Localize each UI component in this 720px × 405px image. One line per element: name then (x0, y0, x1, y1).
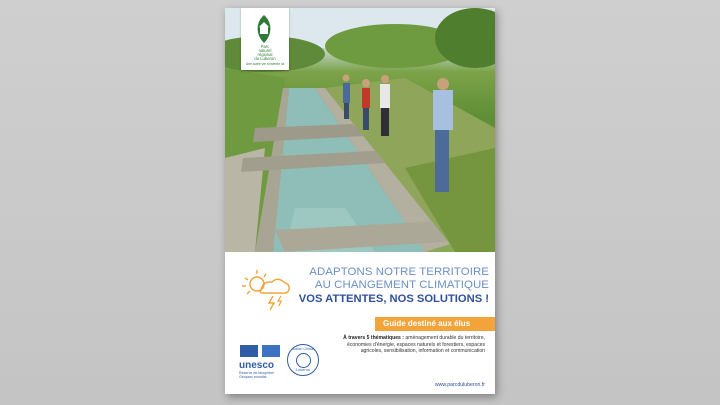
unesco-emblem-icon (239, 344, 259, 358)
parc-logo (241, 8, 289, 70)
cover-headline (285, 266, 489, 306)
logo-line4: du Luberon (254, 56, 276, 61)
badge-center-icon (296, 353, 311, 368)
badge-bottom-text: Luberon (296, 368, 310, 372)
headline-line3: VOS ATTENTES, NOS SOLUTIONS ! (298, 293, 489, 305)
headline-line2: AU CHANGEMENT CLIMATIQUE (314, 278, 489, 291)
themes-lead: À travers 5 thématiques : (343, 335, 404, 341)
cover-photo (225, 8, 495, 252)
logo-line3: régional (257, 52, 273, 57)
guide-banner: Guide destiné aux élus (375, 317, 495, 331)
website-url: www.parcduluberon.fr (434, 382, 485, 388)
unesco-sub2: Géoparc mondial (239, 375, 267, 380)
logo-line1: Parc (260, 44, 270, 49)
themes-text (329, 335, 485, 355)
logo-line2: naturel (258, 48, 272, 53)
unesco-logo (239, 344, 283, 379)
logo-tagline: Une autre vie s'invente ici (245, 62, 285, 66)
sun-cloud-icon (235, 260, 291, 312)
themes-body: aménagement durable du territoire, économies d'énergie, espaces naturels et forestiers, espaces agricoles, sensibilisation, information et communication (346, 335, 485, 355)
headline-line1: ADAPTONS NOTRE TERRITOIRE (309, 266, 489, 278)
unesco-word: unesco (239, 360, 275, 371)
biosphere-emblem-icon (261, 344, 281, 358)
unesco-sub1: Réserve de biosphère (239, 371, 275, 375)
brochure-cover (225, 8, 495, 394)
parc-leaf-icon (253, 14, 275, 44)
action-climat-badge (287, 344, 319, 376)
badge-top-text: Action Climat (291, 347, 315, 351)
